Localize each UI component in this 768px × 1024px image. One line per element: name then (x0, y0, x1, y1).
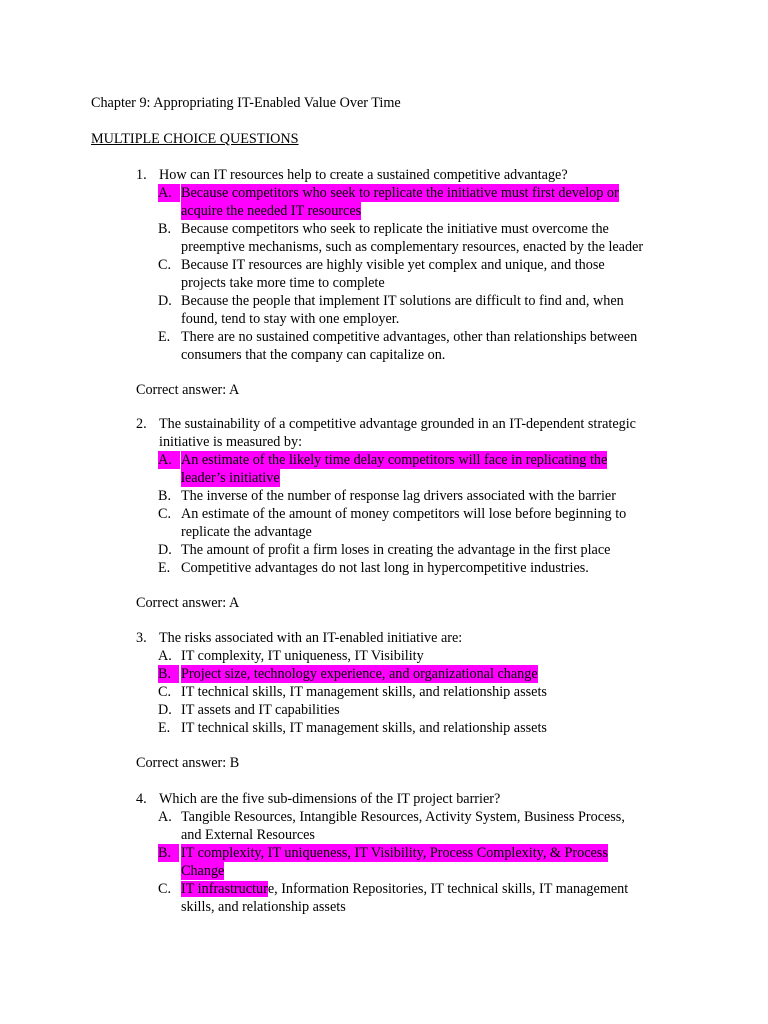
option-letter: A. (158, 648, 172, 664)
option-letter: B. (158, 844, 179, 862)
option-letter: D. (158, 293, 172, 309)
correct-answer: Correct answer: B (136, 755, 240, 771)
option-text: An estimate of the amount of money competitors will lose before beginning to (181, 506, 627, 522)
option-text (181, 880, 628, 898)
option-text: preemptive mechanisms, such as complementary resources, enacted by the leader (181, 239, 644, 255)
question-text: initiative is measured by: (159, 434, 303, 450)
option-text: IT complexity, IT uniqueness, IT Visibility (181, 648, 424, 664)
correct-answer: Correct answer: A (136, 382, 240, 398)
option-letter: B. (158, 488, 172, 504)
option-text: projects take more time to complete (181, 275, 385, 291)
option-text: Project size, technology experience, and organizational change (181, 666, 538, 682)
option-text: consumers that the company can capitalize on. (181, 347, 446, 363)
option-text: The amount of profit a firm loses in creating the advantage in the first place (181, 542, 611, 558)
question-text: The risks associated with an IT-enabled initiative are: (159, 630, 463, 646)
option-letter: B. (158, 221, 172, 237)
option-text: Competitive advantages do not last long in hypercompetitive industries. (181, 560, 589, 576)
option-text: Because the people that implement IT solutions are difficult to find and, when (181, 293, 624, 309)
option-letter: A. (158, 184, 180, 202)
option-text: replicate the advantage (181, 524, 312, 540)
option-text: The inverse of the number of response lag drivers associated with the barrier (181, 488, 616, 504)
option-text: Because competitors who seek to replicate the initiative must overcome the (181, 221, 609, 237)
question-number: 1. (136, 167, 147, 183)
option-text: Because IT resources are highly visible yet complex and unique, and those (181, 257, 605, 273)
option-text: IT technical skills, IT management skills, and relationship assets (181, 684, 547, 700)
option-letter: A. (158, 809, 172, 825)
option-letter: E. (158, 560, 171, 576)
text-segment: skills, and relationship assets (181, 899, 346, 915)
option-text: IT complexity, IT uniqueness, IT Visibility, Process Complexity, & Process (181, 845, 608, 861)
option-text (181, 898, 346, 916)
option-letter: A. (158, 451, 180, 469)
option-letter: D. (158, 542, 172, 558)
question-number: 4. (136, 791, 147, 807)
correct-answer: Correct answer: A (136, 595, 240, 611)
option-text: acquire the needed IT resources (181, 203, 362, 219)
chapter-title: Chapter 9: Appropriating IT-Enabled Value Over Time (91, 95, 401, 111)
option-text: Because competitors who seek to replicate the initiative must first develop or (181, 185, 619, 201)
option-letter: D. (158, 702, 172, 718)
option-text: IT assets and IT capabilities (181, 702, 340, 718)
option-text: An estimate of the likely time delay competitors will face in replicating the (181, 452, 608, 468)
highlighted-text: IT infrastructur (181, 881, 268, 897)
option-letter: C. (158, 684, 172, 700)
question-text: The sustainability of a competitive advantage grounded in an IT-dependent strategic (159, 416, 636, 432)
text-segment: e, Information Repositories, IT technical skills, IT management (267, 881, 629, 897)
option-text: There are no sustained competitive advantages, other than relationships between (181, 329, 638, 345)
option-letter: E. (158, 720, 171, 736)
section-heading: MULTIPLE CHOICE QUESTIONS (91, 131, 299, 147)
option-text: IT technical skills, IT management skills, and relationship assets (181, 720, 547, 736)
option-text: and External Resources (181, 827, 315, 843)
option-letter: C. (158, 257, 172, 273)
option-text: Tangible Resources, Intangible Resources, Activity System, Business Process, (181, 809, 625, 825)
option-letter: C. (158, 506, 172, 522)
option-text: found, tend to stay with one employer. (181, 311, 400, 327)
question-number: 2. (136, 416, 147, 432)
question-text: How can IT resources help to create a sustained competitive advantage? (159, 167, 568, 183)
option-text: leader’s initiative (181, 470, 280, 486)
option-letter: E. (158, 329, 171, 345)
question-text: Which are the five sub-dimensions of the IT project barrier? (159, 791, 501, 807)
option-letter: C. (158, 881, 172, 897)
option-text: Change (181, 863, 225, 879)
question-number: 3. (136, 630, 147, 646)
option-letter: B. (158, 665, 179, 683)
